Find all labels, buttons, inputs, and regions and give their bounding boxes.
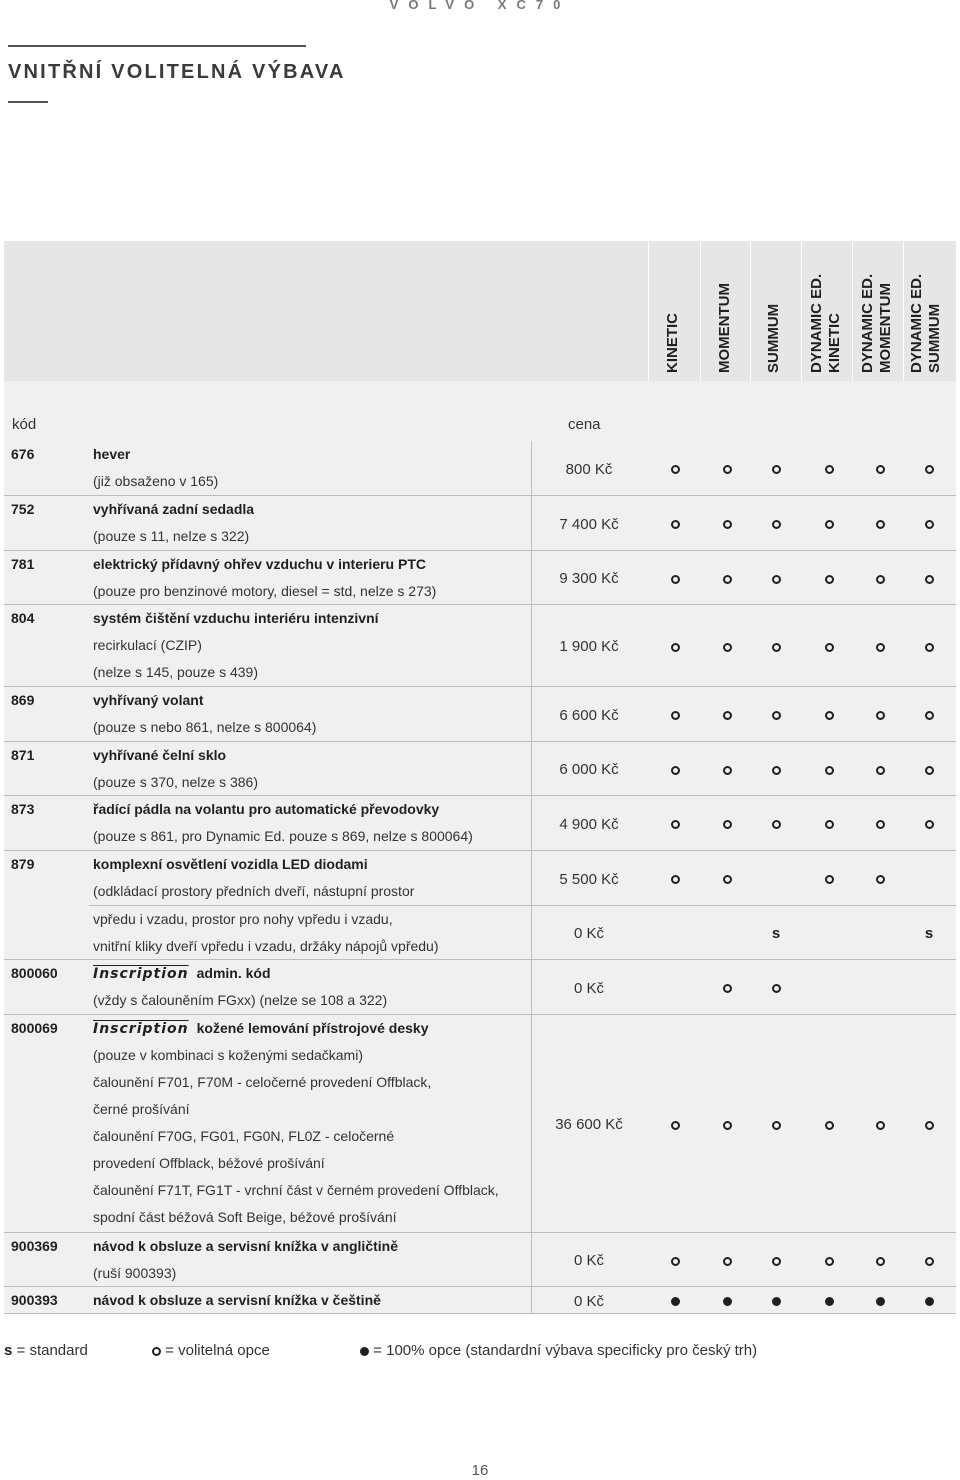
optional-mark-icon [917,707,941,724]
option-text: komplexní osvětlení vozidla LED diodami [93,856,368,872]
option-text: hever [93,446,131,462]
optional-mark-icon [764,516,788,533]
trim-header-divider [648,241,649,381]
option-name [93,851,368,878]
option-note [93,659,258,686]
czech-option-mark-icon [663,1293,687,1310]
optional-mark-icon [663,1252,687,1269]
standard-mark: s [924,925,934,942]
price-column-divider [531,742,532,796]
inscription-logo: Inscription [93,966,189,982]
optional-mark-icon [663,816,687,833]
option-note [93,1260,176,1287]
trim-label-line: DYNAMIC ED. [908,273,925,373]
option-text: čalounění F701, F70M - celočerné provedení Offblack, [93,1074,432,1090]
option-price: 6 600 Kč [559,706,619,724]
table-row [4,851,956,906]
trim-label-line: KINETIC [826,313,843,373]
option-text: (pouze v kombinaci s koženými sedačkami) [93,1047,363,1063]
option-price: 5 500 Kč [559,870,619,888]
title-underline [8,101,48,103]
optional-mark-icon [817,761,841,778]
optional-mark-icon [817,816,841,833]
price-column-divider [531,1015,532,1233]
optional-symbol-icon [152,1347,161,1356]
price-column-divider [531,1287,532,1314]
option-note [93,878,414,905]
czech-option-mark-icon [917,1293,941,1310]
option-note [93,632,202,659]
optional-mark-icon [764,570,788,587]
option-text: (odkládací prostory předních dveří, nástupní prostor [93,883,415,899]
option-name [93,441,130,468]
optional-mark-icon [868,461,892,478]
option-code: 752 [11,501,35,517]
optional-mark-icon [764,707,788,724]
option-name [93,1233,398,1260]
czech-option-mark-icon [715,1293,739,1310]
optional-mark-icon [817,461,841,478]
table-row [4,496,956,551]
optional-mark-icon [715,1252,739,1269]
option-text: vyhřívané čelní sklo [93,747,227,763]
option-text: (pouze s 11, nelze s 322) [93,528,250,544]
optional-mark-icon [715,516,739,533]
option-name [93,796,439,823]
option-name [93,605,379,632]
optional-mark-icon [715,871,739,888]
price-column-divider [531,960,532,1015]
table-row [4,742,956,796]
option-note [93,1069,431,1096]
czech-option-mark-icon [868,1293,892,1310]
option-note [93,769,258,796]
option-text: černé prošívání [93,1101,190,1117]
option-note [93,1042,363,1069]
optional-mark-icon [868,638,892,655]
option-note [93,714,316,741]
option-note [93,823,473,850]
optional-mark-icon [917,570,941,587]
legend-standard [4,1342,88,1359]
legend-czech-option [360,1342,757,1359]
trim-label [859,274,895,373]
table-row [4,796,956,851]
option-text: (pouze s 861, pro Dynamic Ed. pouze s 869, nelze s 800064) [93,828,473,844]
option-code: 804 [11,610,35,626]
option-note [93,1177,499,1204]
trim-label [765,304,783,373]
optional-mark-icon [663,461,687,478]
option-text: čalounění F71T, FG1T - vrchní část v černém provedení Offblack, [93,1182,499,1198]
title-rule [8,45,306,47]
optional-mark-icon [868,1116,892,1133]
table-row [4,906,956,960]
option-price: 36 600 Kč [555,1116,623,1133]
option-text: vyhřívaný volant [93,692,204,708]
optional-mark-icon [917,761,941,778]
trim-label [716,283,734,373]
optional-mark-icon [868,816,892,833]
option-text: (pouze pro benzinové motory, diesel = std, nelze s 273) [93,583,437,599]
option-text: elektrický přídavný ohřev vzduchu v interieru PTC [93,556,426,572]
trim-label-line: MOMENTUM [716,283,733,373]
czech-option-mark-icon [817,1293,841,1310]
trim-column-header [859,243,895,373]
option-note [93,933,439,960]
option-price: 6 000 Kč [559,761,619,778]
page-title: VNITŘNÍ VOLITELNÁ VÝBAVA [8,61,346,83]
price-column-header: cena [568,416,601,433]
option-name [93,906,393,933]
optional-mark-icon [663,707,687,724]
optional-mark-icon [663,1116,687,1133]
option-code: 676 [11,446,35,462]
option-price: 7 400 Kč [559,515,619,533]
option-price: 0 Kč [573,925,604,942]
option-note [93,1096,190,1123]
optional-mark-icon [917,638,941,655]
option-price: 4 900 Kč [559,815,619,833]
optional-mark-icon [715,761,739,778]
code-column-header: kód [12,416,37,433]
table-row [4,1233,956,1287]
option-text: (pouze s 370, nelze s 386) [93,774,258,790]
option-note [93,578,436,605]
option-code: 869 [11,692,35,708]
price-column-divider [531,851,532,906]
legend-czech-option-text: = 100% opce (standardní výbava specificky pro český trh) [373,1342,758,1359]
price-column-divider [531,441,532,496]
trim-header-divider [801,241,802,381]
option-price: 9 300 Kč [559,570,619,587]
table-row [4,960,956,1015]
optional-mark-icon [917,1116,941,1133]
optional-mark-icon [715,980,739,997]
option-text: řadící pádla na volantu pro automatické převodovky [93,801,440,817]
table-row [4,1015,956,1233]
trim-column-header [908,243,944,373]
option-text: vpředu i vzadu, prostor pro nohy vpředu i vzadu, [93,911,393,927]
option-text: spodní část béžová Soft Beige, béžové prošívání [93,1209,397,1225]
standard-mark: s [771,925,781,942]
table-row [4,1287,956,1314]
optional-mark-icon [663,638,687,655]
option-name [93,1015,428,1043]
option-name [93,687,204,714]
trim-header-divider [852,241,853,381]
option-name [93,960,271,988]
optional-mark-icon [764,638,788,655]
option-note [93,523,249,550]
option-text: (nelze s 145, pouze s 439) [93,664,258,680]
option-text: vnitřní kliky dveří vpředu i vzadu, držáky nápojů vpředu) [93,938,439,954]
optional-mark-icon [817,707,841,724]
optional-mark-icon [715,570,739,587]
trim-header-divider [750,241,751,381]
price-column-divider [531,551,532,605]
option-name [93,1287,381,1314]
optional-mark-icon [715,638,739,655]
option-note [93,468,218,495]
option-text: (již obsaženo v 165) [93,473,219,489]
optional-mark-icon [764,980,788,997]
trim-column-header [660,243,690,373]
option-price: 1 900 Kč [559,638,619,655]
option-code: 873 [11,801,35,817]
option-price: 0 Kč [573,979,604,997]
option-note [93,1150,325,1177]
table-row [4,605,956,687]
price-column-divider [531,687,532,742]
option-text: čalounění F70G, FG01, FG0N, FL0Z - celočerné [93,1128,395,1144]
option-name [93,742,226,769]
option-text: provedení Offblack, béžové prošívání [93,1155,325,1171]
optional-mark-icon [868,570,892,587]
legend-optional [152,1342,270,1359]
optional-mark-icon [663,761,687,778]
optional-mark-icon [663,516,687,533]
price-column-divider [531,496,532,551]
option-note [93,987,387,1014]
option-code: 900369 [11,1238,58,1254]
option-price: 0 Kč [573,1292,604,1310]
czech-option-symbol-icon [360,1347,369,1356]
optional-mark-icon [917,516,941,533]
inscription-logo: Inscription [93,1021,189,1037]
table-row [4,551,956,605]
option-name [93,551,426,578]
optional-mark-icon [764,816,788,833]
optional-mark-icon [917,816,941,833]
option-price: 0 Kč [573,1252,604,1269]
option-price: 800 Kč [565,460,613,478]
optional-mark-icon [764,761,788,778]
trim-label-line: DYNAMIC ED. [808,273,825,373]
trim-label-line: MOMENTUM [877,283,894,373]
legend-optional-text: = volitelná opce [165,1342,270,1359]
optional-mark-icon [817,638,841,655]
czech-option-mark-icon [764,1293,788,1310]
optional-mark-icon [715,1116,739,1133]
option-text: návod k obsluze a servisní knížka v češtině [93,1292,381,1308]
optional-mark-icon [764,1252,788,1269]
optional-mark-icon [764,461,788,478]
trim-header-divider [700,241,701,381]
option-code: 879 [11,856,35,872]
legend-standard-text: = standard [16,1342,88,1359]
option-note [93,1123,394,1150]
optional-mark-icon [663,570,687,587]
optional-mark-icon [817,871,841,888]
optional-mark-icon [868,761,892,778]
trim-header-divider [903,241,904,381]
price-column-divider [531,906,532,960]
option-text: systém čištění vzduchu interiéru intenzivní [93,610,379,626]
trim-column-header [761,243,791,373]
trim-label-line: SUMMUM [765,303,782,373]
option-text: vyhřívaná zadní sedadla [93,501,255,517]
option-text: recirkulací (CZIP) [93,637,202,653]
optional-mark-icon [817,516,841,533]
optional-mark-icon [715,816,739,833]
standard-symbol: s [4,1342,13,1359]
trim-label [808,274,844,373]
option-text: (ruší 900393) [93,1265,177,1281]
trim-label [664,313,682,373]
option-text: kožené lemování přístrojové desky [196,1020,429,1036]
option-code: 781 [11,556,35,572]
option-code: 900393 [11,1292,58,1308]
price-column-divider [531,796,532,851]
optional-mark-icon [817,1252,841,1269]
table-row [4,687,956,742]
optional-mark-icon [817,570,841,587]
trim-label-line: DYNAMIC ED. [859,273,876,373]
trim-label [908,274,944,373]
page-number: 16 [471,1462,489,1479]
optional-mark-icon [868,707,892,724]
optional-mark-icon [663,871,687,888]
option-text: admin. kód [196,965,271,981]
optional-mark-icon [764,1116,788,1133]
brand-header: VOLVO XC70 [389,0,571,12]
option-code: 800060 [11,965,58,981]
optional-mark-icon [868,871,892,888]
optional-mark-icon [715,461,739,478]
trim-label-line: KINETIC [664,313,681,373]
option-name [93,496,254,523]
optional-mark-icon [868,516,892,533]
option-code: 871 [11,747,35,763]
option-text: (vždy s čalouněním FGxx) (nelze se 108 a 322) [93,992,388,1008]
trim-label-line: SUMMUM [926,303,943,373]
optional-mark-icon [715,707,739,724]
price-column-divider [531,1233,532,1287]
optional-mark-icon [817,1116,841,1133]
option-note [93,1204,397,1231]
price-column-divider [531,605,532,687]
optional-mark-icon [917,1252,941,1269]
table-row [4,441,956,496]
trim-column-header [712,243,742,373]
option-text: návod k obsluze a servisní knížka v angličtině [93,1238,398,1254]
option-text: (pouze s nebo 861, nelze s 800064) [93,719,317,735]
trim-column-header [808,243,844,373]
option-code: 800069 [11,1020,58,1036]
optional-mark-icon [917,461,941,478]
trim-header [4,241,956,381]
optional-mark-icon [868,1252,892,1269]
